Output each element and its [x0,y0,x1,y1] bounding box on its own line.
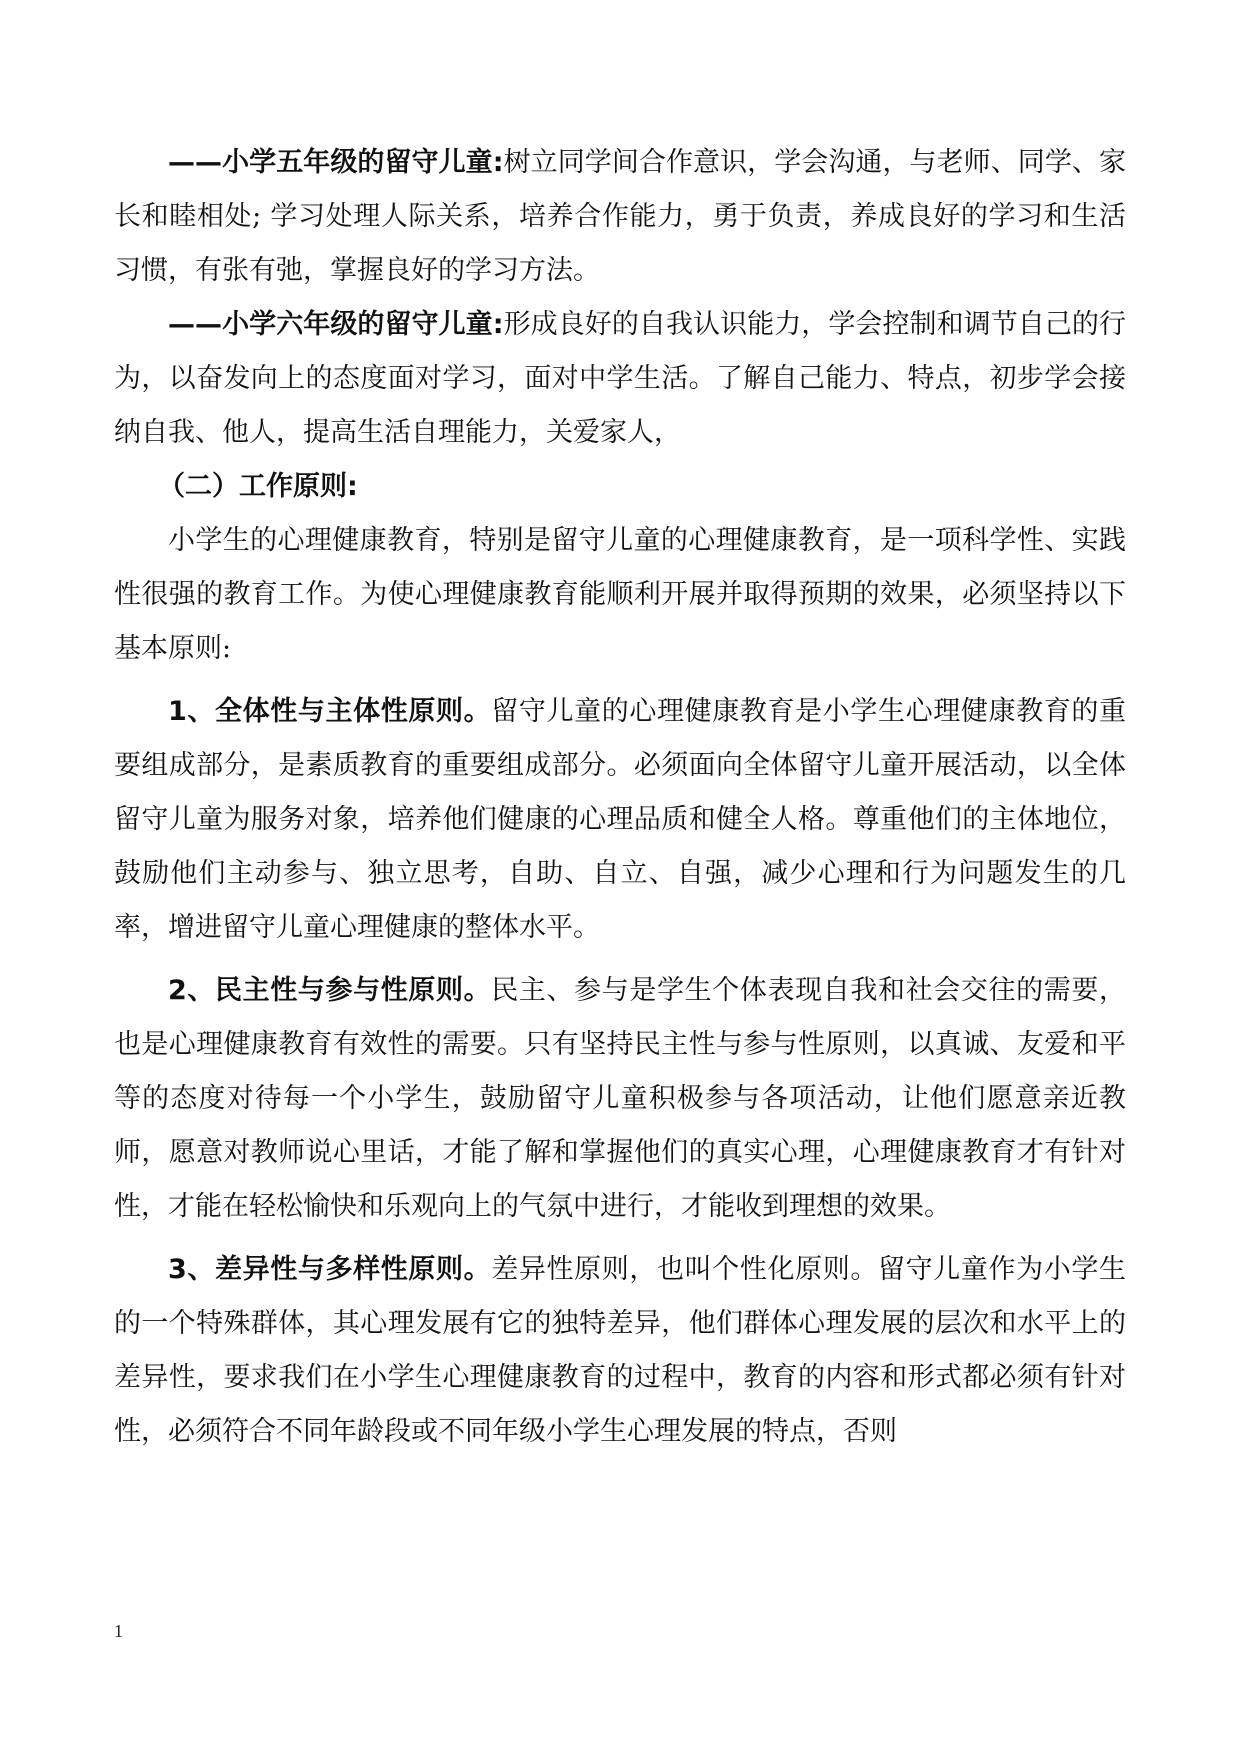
paragraph-text: 树立同学间合作意识，学会沟通，与老师、同学、家长和睦相处; 学习处理人际关系，培养合作能力，勇于负责，养成良好的学习和生活习惯，有张有弛，掌握良好的学习方法。 [114,147,1126,286]
paragraph-text: 民主、参与是学生个体表现自我和社会交往的需要，也是心理健康教育有效性的需要。只有坚持民主性与参与性原则，以真诚、友爱和平等的态度对待每一个小学生，鼓励留守儿童积极参与各项活动，让他们愿意亲近教师，愿意对教师说心里话，才能了解和掌握他们的真实心理，心理健康教育才有针对性，才能在轻松愉快和乐观向上的气氛中进行，才能收到理想的效果。 [114,975,1126,1222]
paragraph-text: 小学生的心理健康教育，特别是留守儿童的心理健康教育，是一项科学性、实践性很强的教育工作。为使心理健康教育能顺利开展并取得预期的效果，必须坚持以下基本原则: [114,525,1126,664]
principle-title: 3、差异性与多样性原则。 [168,1254,492,1285]
principle-title: 2、民主性与参与性原则。 [168,975,492,1006]
section-heading-text: （二）工作原则: [158,471,358,502]
section-heading-work-principles [114,460,1126,514]
paragraph-intro [114,514,1126,676]
paragraph-text: 形成良好的自我认识能力，学会控制和调节自己的行为，以奋发向上的态度面对学习，面对中学生活。了解自己能力、特点，初步学会接纳自我、他人，提高生活自理能力，关爱家人， [114,309,1126,448]
principle-title: 1、全体性与主体性原则。 [168,696,492,727]
paragraph-principle-2 [114,964,1126,1234]
paragraph-principle-3 [114,1243,1126,1459]
page-number: 1 [114,1621,123,1641]
paragraph-grade5 [114,136,1126,298]
paragraph-lead: ——小学五年级的留守儿童: [168,147,504,178]
paragraph-principle-1 [114,685,1126,955]
paragraph-text: 留守儿童的心理健康教育是小学生心理健康教育的重要组成部分，是素质教育的重要组成部分。必须面向全体留守儿童开展活动，以全体留守儿童为服务对象，培养他们健康的心理品质和健全人格。尊重他们的主体地位，鼓励他们主动参与、独立思考，自助、自立、自强，减少心理和行为问题发生的几率，增进留守儿童心理健康的整体水平。 [114,696,1126,943]
paragraph-text: 差异性原则，也叫个性化原则。留守儿童作为小学生的一个特殊群体，其心理发展有它的独特差异，他们群体心理发展的层次和水平上的差异性，要求我们在小学生心理健康教育的过程中，教育的内容和形式都必须有针对性，必须符合不同年龄段或不同年级小学生心理发展的特点，否则 [114,1254,1126,1447]
document-body [114,136,1126,1459]
paragraph-lead: ——小学六年级的留守儿童: [168,309,504,340]
paragraph-grade6 [114,298,1126,460]
